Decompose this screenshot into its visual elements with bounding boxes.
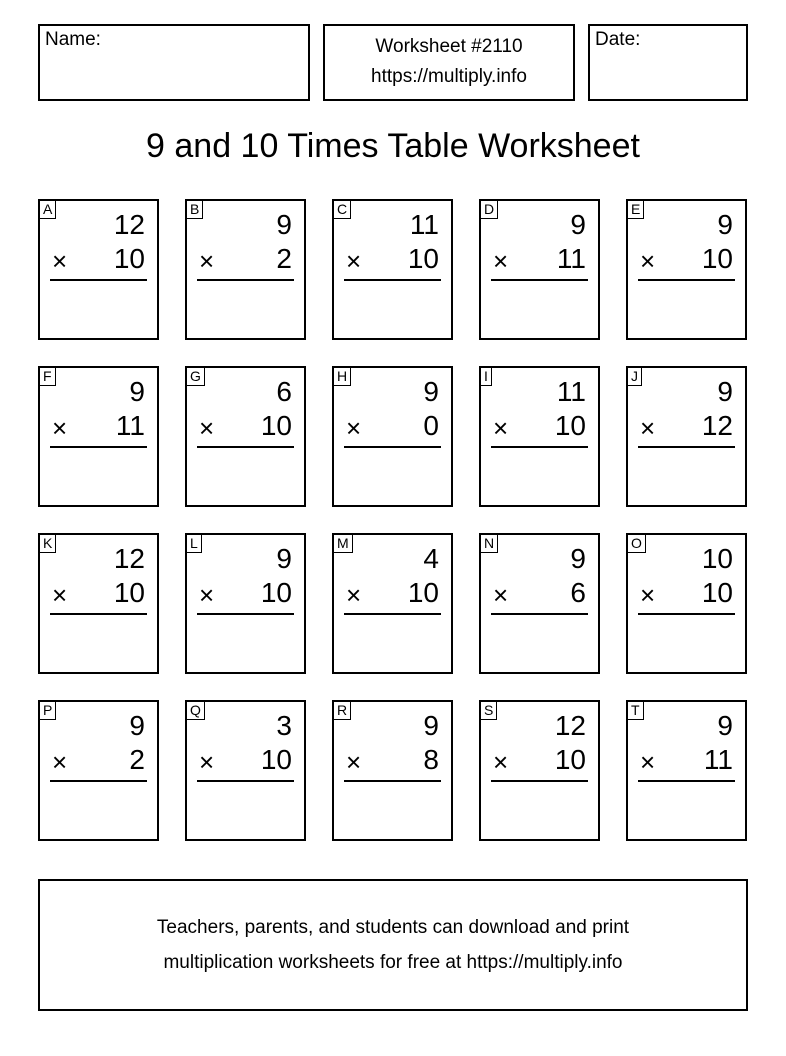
multiply-sign: ×: [199, 413, 215, 443]
problem-letter: S: [481, 702, 497, 720]
multiplicand: 11: [556, 376, 586, 407]
page-title: 9 and 10 Times Table Worksheet: [146, 127, 640, 165]
multiply-sign: ×: [640, 413, 656, 443]
multiplicand: 12: [113, 543, 145, 574]
multiplicand: 9: [570, 209, 586, 240]
problem-card[interactable]: [626, 199, 747, 340]
problem-card[interactable]: [626, 700, 747, 841]
answer-line: [50, 613, 147, 615]
multiplier: 2: [276, 243, 292, 274]
multiplier: 10: [260, 410, 292, 441]
multiplier: 11: [556, 243, 586, 274]
multiplicand: 9: [717, 209, 733, 240]
problem-card[interactable]: [38, 700, 159, 841]
problem-letter: I: [481, 368, 492, 386]
multiplier: 11: [703, 744, 733, 775]
problem-card[interactable]: [479, 199, 600, 340]
multiplier: 2: [129, 744, 145, 775]
multiplicand: 9: [717, 376, 733, 407]
footer-box: [38, 879, 748, 1011]
answer-line: [197, 279, 294, 281]
problem-card[interactable]: [332, 366, 453, 507]
problem-card[interactable]: [185, 199, 306, 340]
multiply-sign: ×: [640, 747, 656, 777]
multiplier: 10: [260, 577, 292, 608]
multiply-sign: ×: [493, 246, 509, 276]
problem-letter: L: [187, 535, 202, 553]
multiply-sign: ×: [640, 580, 656, 610]
multiplier: 10: [113, 243, 145, 274]
multiplicand: 9: [570, 543, 586, 574]
multiplicand: 9: [423, 710, 439, 741]
multiply-sign: ×: [52, 580, 68, 610]
multiplicand: 9: [423, 376, 439, 407]
multiply-sign: ×: [640, 246, 656, 276]
multiply-sign: ×: [52, 747, 68, 777]
footer-line-2: multiplication worksheets for free at https://multiply.info: [163, 952, 623, 973]
problem-card[interactable]: [38, 199, 159, 340]
date-field[interactable]: [588, 24, 748, 101]
multiplier: 6: [570, 577, 586, 608]
worksheet-url: https://multiply.info: [371, 66, 527, 87]
problem-card[interactable]: [185, 533, 306, 674]
footer-line-1: Teachers, parents, and students can download and print: [156, 917, 630, 938]
multiplicand: 4: [423, 543, 439, 574]
problem-letter: N: [481, 535, 498, 553]
problem-letter: O: [628, 535, 646, 553]
multiply-sign: ×: [346, 246, 362, 276]
problem-letter: H: [334, 368, 351, 386]
answer-line: [491, 279, 588, 281]
problem-letter: R: [334, 702, 351, 720]
problem-letter: A: [40, 201, 56, 219]
answer-line: [197, 780, 294, 782]
answer-line: [344, 780, 441, 782]
problem-card[interactable]: [332, 533, 453, 674]
multiplier: 11: [115, 410, 145, 441]
multiplier: 10: [554, 410, 586, 441]
answer-line: [638, 446, 735, 448]
multiplicand: 9: [276, 543, 292, 574]
answer-line: [638, 780, 735, 782]
problem-card[interactable]: [185, 700, 306, 841]
multiplier: 10: [701, 577, 733, 608]
name-label: Name:: [45, 29, 101, 50]
answer-line: [197, 446, 294, 448]
answer-line: [491, 613, 588, 615]
multiply-sign: ×: [199, 747, 215, 777]
multiply-sign: ×: [493, 747, 509, 777]
problem-letter: G: [187, 368, 205, 386]
problem-card[interactable]: [479, 366, 600, 507]
answer-line: [197, 613, 294, 615]
answer-line: [638, 279, 735, 281]
problem-letter: C: [334, 201, 351, 219]
answer-line: [50, 279, 147, 281]
problem-letter: D: [481, 201, 498, 219]
multiplier: 10: [407, 243, 439, 274]
answer-line: [344, 279, 441, 281]
name-field[interactable]: [38, 24, 310, 101]
multiply-sign: ×: [52, 413, 68, 443]
problem-card[interactable]: [332, 199, 453, 340]
problem-letter: F: [40, 368, 56, 386]
multiply-sign: ×: [346, 747, 362, 777]
multiplicand: 6: [276, 376, 292, 407]
multiplier: 8: [423, 744, 439, 775]
answer-line: [491, 780, 588, 782]
answer-line: [344, 613, 441, 615]
multiply-sign: ×: [199, 246, 215, 276]
multiplicand: 9: [129, 376, 145, 407]
multiplier: 10: [113, 577, 145, 608]
date-label: Date:: [595, 29, 641, 50]
problem-card[interactable]: [479, 700, 600, 841]
worksheet-number: Worksheet #2110: [375, 36, 523, 57]
answer-line: [491, 446, 588, 448]
multiplicand: 3: [276, 710, 292, 741]
multiplicand: 9: [276, 209, 292, 240]
problem-card[interactable]: [185, 366, 306, 507]
problem-card[interactable]: [332, 700, 453, 841]
answer-line: [50, 446, 147, 448]
problem-letter: K: [40, 535, 56, 553]
multiply-sign: ×: [52, 246, 68, 276]
multiply-sign: ×: [346, 580, 362, 610]
problem-letter: E: [628, 201, 644, 219]
multiplier: 10: [407, 577, 439, 608]
problem-card[interactable]: [626, 366, 747, 507]
problem-card[interactable]: [626, 533, 747, 674]
problem-card[interactable]: [38, 366, 159, 507]
multiplicand: 9: [129, 710, 145, 741]
multiplier: 0: [423, 410, 439, 441]
answer-line: [50, 780, 147, 782]
multiplier: 10: [701, 243, 733, 274]
multiply-sign: ×: [346, 413, 362, 443]
multiplicand: 9: [717, 710, 733, 741]
multiply-sign: ×: [199, 580, 215, 610]
problem-letter: J: [628, 368, 642, 386]
worksheet-info-box: [323, 24, 575, 101]
answer-line: [638, 613, 735, 615]
multiplicand: 11: [409, 209, 439, 240]
problem-letter: B: [187, 201, 203, 219]
multiplier: 12: [701, 410, 733, 441]
problem-card[interactable]: [38, 533, 159, 674]
multiply-sign: ×: [493, 580, 509, 610]
multiplicand: 12: [113, 209, 145, 240]
multiplier: 10: [554, 744, 586, 775]
problem-letter: M: [334, 535, 353, 553]
problem-letter: Q: [187, 702, 205, 720]
multiplier: 10: [260, 744, 292, 775]
multiplicand: 12: [554, 710, 586, 741]
problem-letter: T: [628, 702, 644, 720]
answer-line: [344, 446, 441, 448]
multiplicand: 10: [701, 543, 733, 574]
problem-card[interactable]: [479, 533, 600, 674]
multiply-sign: ×: [493, 413, 509, 443]
problem-letter: P: [40, 702, 56, 720]
